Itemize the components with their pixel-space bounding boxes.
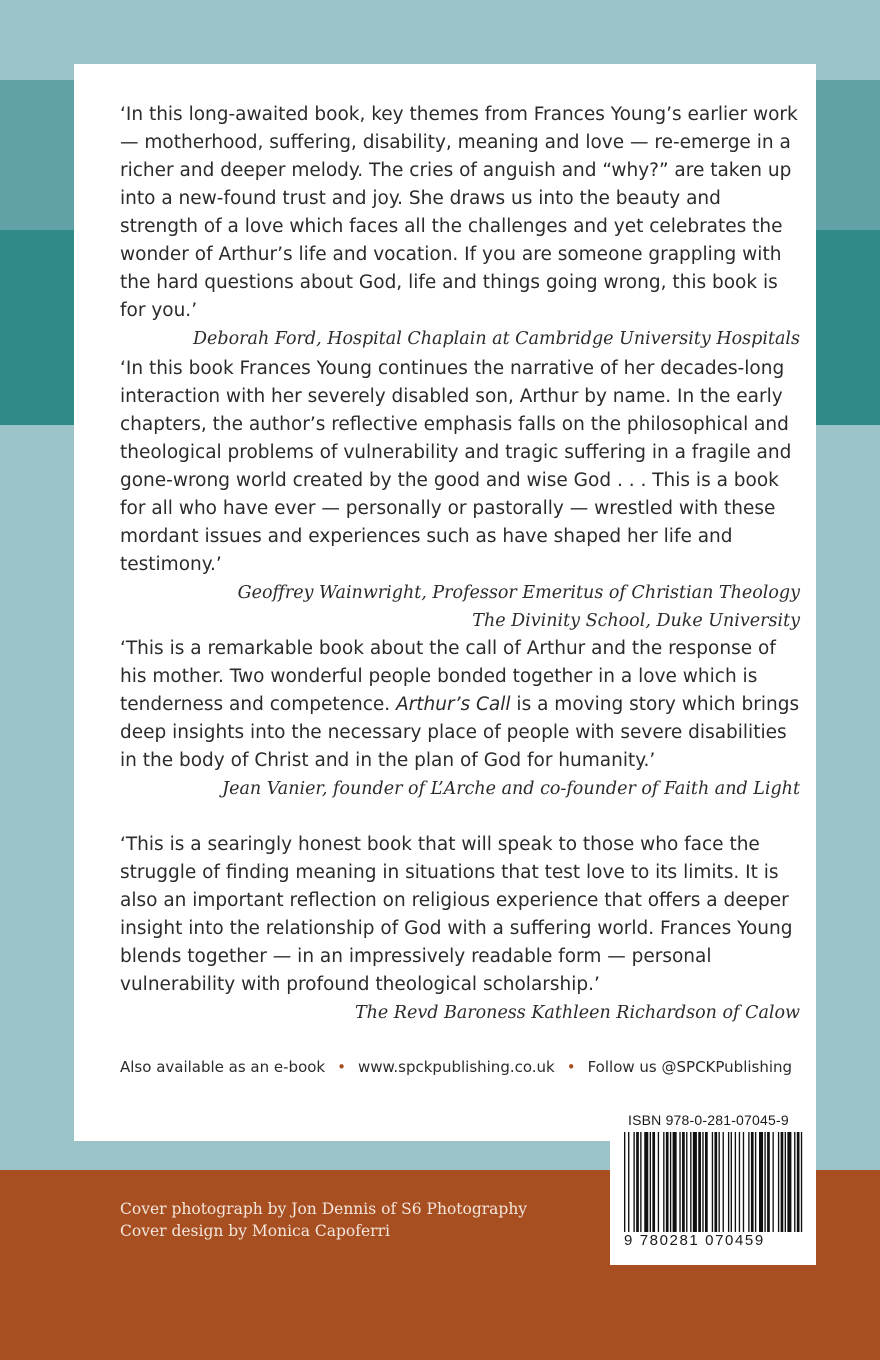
- barcode-bar: [773, 1132, 774, 1232]
- barcode-bar: [778, 1132, 779, 1232]
- endorsement-quote-4: [120, 831, 800, 1027]
- barcode-bar: [728, 1132, 729, 1232]
- quote-text-part: ‘This is a remarkable book about the call of Arthur and the response of his mother. Two wonderful people bonded together in a love which is tenderness and competence.: [120, 638, 776, 715]
- barcode-bar: [640, 1132, 641, 1232]
- barcode-bar: [673, 1132, 677, 1232]
- design-credit: Cover design by Monica Capoferri: [120, 1222, 390, 1240]
- barcode-bar: [624, 1132, 625, 1232]
- barcode-bar: [794, 1132, 795, 1232]
- barcode-bar: [628, 1132, 629, 1232]
- barcode-bar: [787, 1132, 791, 1232]
- barcode-bar: [748, 1132, 749, 1232]
- barcode-bar: [644, 1132, 648, 1232]
- barcode-bar: [723, 1132, 724, 1232]
- website-link[interactable]: www.spckpublishing.co.uk: [357, 1058, 555, 1076]
- barcode-bar: [658, 1132, 659, 1232]
- endorsement-quote-1: [120, 101, 800, 353]
- barcode-bar: [652, 1132, 655, 1232]
- barcode-icon: [622, 1132, 806, 1232]
- photo-credit: Cover photograph by Jon Dennis of S6 Photography: [120, 1200, 528, 1218]
- barcode-bar: [686, 1132, 687, 1232]
- barcode-bar: [714, 1132, 717, 1232]
- barcode-bar: [755, 1132, 756, 1232]
- barcode-bar: [690, 1132, 691, 1232]
- barcode-bar: [682, 1132, 685, 1232]
- barcode-bar: [679, 1132, 680, 1232]
- barcode-bar: [759, 1132, 763, 1232]
- barcode-number: 9 780281 070459: [624, 1232, 765, 1249]
- ebook-note: Also available as an e-book: [120, 1058, 326, 1076]
- endorsement-quote-3: [120, 635, 800, 803]
- isbn-barcode: [610, 1108, 816, 1265]
- quote-text: ‘This is a searingly honest book that will speak to those who face the struggle of finding meaning in situations that test love to its limits. It is also an important reflection on religious experience that offers a deeper insight into the relationship of God with a suffering world. Frances Young blends together — in an impressively readable form — personal vulnerability with profound theological scholarship.’: [120, 834, 793, 995]
- quote-text-part: is a moving story which brings deep insights into the necessary place of people with severe disabilities in the body of Christ and in the plan of God for humanity.’: [120, 694, 800, 771]
- barcode-bar: [764, 1132, 765, 1232]
- barcode-bar: [693, 1132, 697, 1232]
- bullet-separator: •: [566, 1058, 576, 1076]
- barcode-bar: [633, 1132, 634, 1232]
- quote-text: [120, 635, 800, 775]
- barcode-bar: [781, 1132, 784, 1232]
- barcode-bar: [698, 1132, 701, 1232]
- barcode-bar: [712, 1132, 713, 1232]
- barcode-bar: [705, 1132, 708, 1232]
- cover-credits: [120, 1198, 527, 1242]
- quote-attribution-affiliation: The Divinity School, Duke University: [472, 611, 800, 631]
- barcode-bar: [636, 1132, 639, 1232]
- barcode-bar: [670, 1132, 671, 1232]
- barcode-bar: [702, 1132, 703, 1232]
- quote-text: ‘In this long-awaited book, key themes from Frances Young’s earlier work — motherhood, suffering, disability, meaning and love — re-emerge in a richer and deeper melody. The cries of anguish and “why?” are taken up into a new-found trust and joy. She draws us into the beauty and strength of a love which faces all the challenges and yet celebrates the wonder of Arthur’s life and vocation. If you are someone grappling with the hard questions about God, life and things going wrong, this book is for you.’: [120, 104, 798, 321]
- barcode-bar: [739, 1132, 740, 1232]
- barcode-bar: [666, 1132, 669, 1232]
- barcode-bar: [719, 1132, 720, 1232]
- quote-attribution: The Revd Baroness Kathleen Richardson of Calow: [354, 1003, 800, 1023]
- barcode-bar: [731, 1132, 732, 1232]
- quote-attribution: Deborah Ford, Hospital Chaplain at Cambridge University Hospitals: [193, 329, 800, 349]
- social-handle[interactable]: Follow us @SPCKPublishing: [587, 1058, 793, 1076]
- isbn-label: ISBN 978-0-281-07045-9: [628, 1112, 789, 1128]
- quote-attribution: Geoffrey Wainwright, Professor Emeritus of Christian Theology: [237, 583, 800, 603]
- quote-attribution: Jean Vanier, founder of L’Arche and co-founder of Faith and Light: [222, 779, 800, 799]
- book-title-italic: Arthur’s Call: [396, 694, 511, 715]
- barcode-bar: [751, 1132, 754, 1232]
- endorsement-quote-2: [120, 355, 800, 635]
- quote-text: ‘In this book Frances Young continues the narrative of her decades-long interaction with her severely disabled son, Arthur by name. In the early chapters, the author’s reflective emphasis falls on the philosophical and theological problems of vulnerability and tragic suffering in a fragile and gone-wrong world created by the good and wise God . . . This is a book for all who have ever — personally or pastorally — wrestled with these mordant issues and experiences such as have shaped her life and testimony.’: [120, 358, 792, 575]
- barcode-bar: [801, 1132, 802, 1232]
- barcode-bar: [663, 1132, 664, 1232]
- publisher-footer: [120, 1056, 800, 1078]
- barcode-bar: [767, 1132, 770, 1232]
- barcode-bar: [735, 1132, 736, 1232]
- endorsements-panel: [74, 64, 816, 1141]
- barcode-bar: [650, 1132, 651, 1232]
- barcode-bar: [785, 1132, 786, 1232]
- barcode-bar: [797, 1132, 800, 1232]
- barcode-bar: [743, 1132, 744, 1232]
- bullet-separator: •: [337, 1058, 346, 1076]
